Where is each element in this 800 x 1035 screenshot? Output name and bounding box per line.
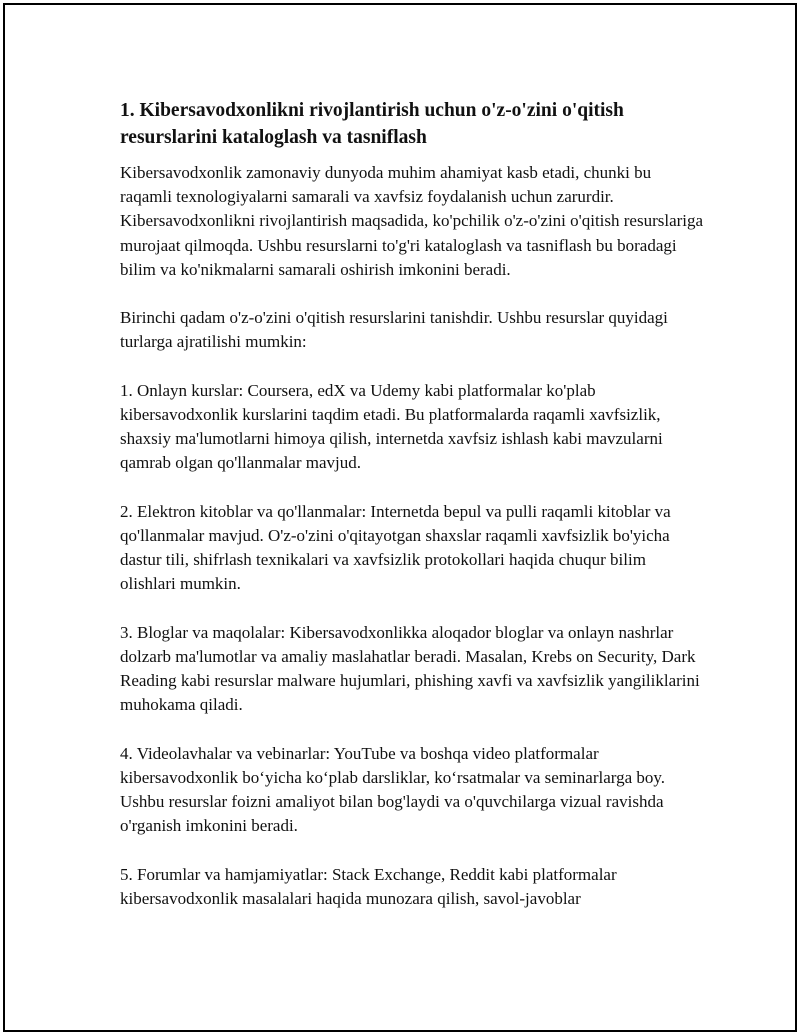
paragraph-first-step: Birinchi qadam o'z-o'zini o'qitish resurslarini tanishdir. Ushbu resurslar quyidagi turlarga ajratilishi mumkin: [120,308,668,352]
paragraph-forums: 5. Forumlar va hamjamiyatlar: Stack Exchange, Reddit kabi platformalar kibersavodxonlik masalalari haqida munozara qilish, savol-javoblar [120,864,617,908]
paragraph-intro: Kibersavodxonlik zamonaviy dunyoda muhim ahamiyat kasb etadi, chunki bu raqamli texnologiyalarni samarali va xavfsiz foydalanish uchun zarurdir. Kibersavodxonlikni rivojlantirish maqsadida, ko'pchilik o'z-o'zini o'qitish resurslariga murojaat qilmoqda. Ushbu resurslarni to'g'ri kataloglash va tasniflash bu boradagi bilim va ko'nikmalarni samarali oshirish imkonini beradi. [120,163,704,279]
section-title: 1. Kibersavodxonlikni rivojlantirish uchun o'z-o'zini o'qitish resurslarini kataloglash va tasniflash [120,100,624,148]
paragraph-blogs: 3. Bloglar va maqolalar: Kibersavodxonlikka aloqador bloglar va onlayn nashrlar dolzarb ma'lumotlar va amaliy maslahatlar beradi. Masalan, Krebs on Security, Dark Reading kabi resurslar malware hujumlari, phishing xavfi va xavfsizlik yangiliklarini muhokama qiladi. [120,622,700,715]
document-body [120,97,705,935]
paragraph-online-courses: 1. Onlayn kurslar: Coursera, edX va Udemy kabi platformalar ko'plab kibersavodxonlik kurslarini taqdim etadi. Bu platformalarda raqamli xavfsizlik, shaxsiy ma'lumotlarni himoya qilish, internetda xavfsiz ishlash kabi mavzularni qamrab olgan qo'llanmalar mavjud. [120,380,663,473]
paragraph-videos: 4. Videolavhalar va vebinarlar: YouTube va boshqa video platformalar kibersavodxonlik bo‘yicha ko‘plab darsliklar, ko‘rsatmalar va seminarlarga boy. Ushbu resurslar foizni amaliyot bilan bog'laydi va o'quvchilarga vizual ravishda o'rganish imkonini beradi. [120,743,666,836]
page-frame [3,3,797,1032]
paragraph-ebooks: 2. Elektron kitoblar va qo'llanmalar: Internetda bepul va pulli raqamli kitoblar va qo'llanmalar mavjud. O'z-o'zini o'qitayotgan shaxslar raqamli xavfsizlik bo'yicha dastur tili, shifrlash texnikalari va xavfsizlik protokollari haqida chuqur bilim olishlari mumkin. [120,501,671,594]
